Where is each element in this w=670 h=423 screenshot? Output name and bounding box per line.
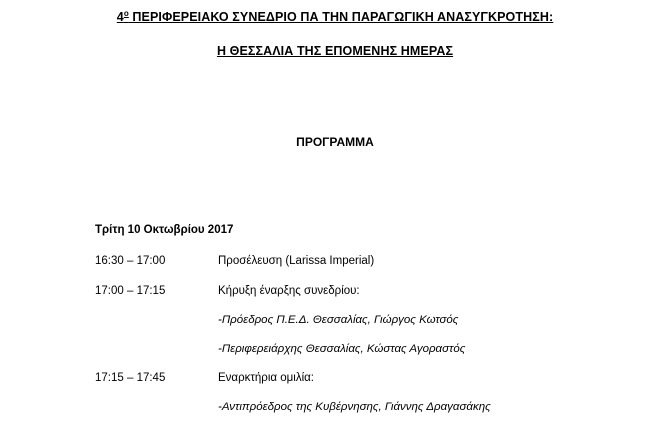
schedule-item: Εναρκτήρια ομιλία: <box>218 372 314 384</box>
document-title-line-2: Η ΘΕΣΣΑΛΙΑ ΤΗΣ ΕΠΟΜΕΝΗΣ ΗΜΕΡΑΣ <box>216 44 454 58</box>
schedule-speaker: -Περιφερειάρχης Θεσσαλίας, Κώστας Αγοραστός <box>218 343 466 355</box>
title-line-1-text: ΠΕΡΙΦΕΡΕΙΑΚΟ ΣΥΝΕΔΡΙΟ ΠΑ ΤΗΝ ΠΑΡΑΓΩΓΙΚΗ ΑΝΑΣΥΓΚΡΟΤΗΣΗ: <box>128 10 554 24</box>
day-heading: Τρίτη 10 Οκτωβρίου 2017 <box>95 224 234 236</box>
document-title-line-1 <box>0 9 670 24</box>
schedule-time: 17:15 – 17:45 <box>95 372 166 384</box>
schedule-item: Κήρυξη έναρξης συνεδρίου: <box>218 285 360 297</box>
schedule-time: 16:30 – 17:00 <box>95 255 166 267</box>
schedule-speaker: -Αντιπρόεδρος της Κυβέρνησης, Γιάννης Δραγασάκης <box>218 401 491 413</box>
schedule-time: 17:00 – 17:15 <box>95 285 166 297</box>
title-ordinal-suffix: ο <box>123 9 129 18</box>
title-ordinal-number: 4 <box>116 10 124 24</box>
program-heading: ΠΡΟΓΡΑΜΜΑ <box>296 135 374 149</box>
schedule-item: Προσέλευση (Larissa Imperial) <box>218 255 375 267</box>
schedule-speaker: -Πρόεδρος Π.Ε.Δ. Θεσσαλίας, Γιώργος Κωτσός <box>218 314 459 326</box>
